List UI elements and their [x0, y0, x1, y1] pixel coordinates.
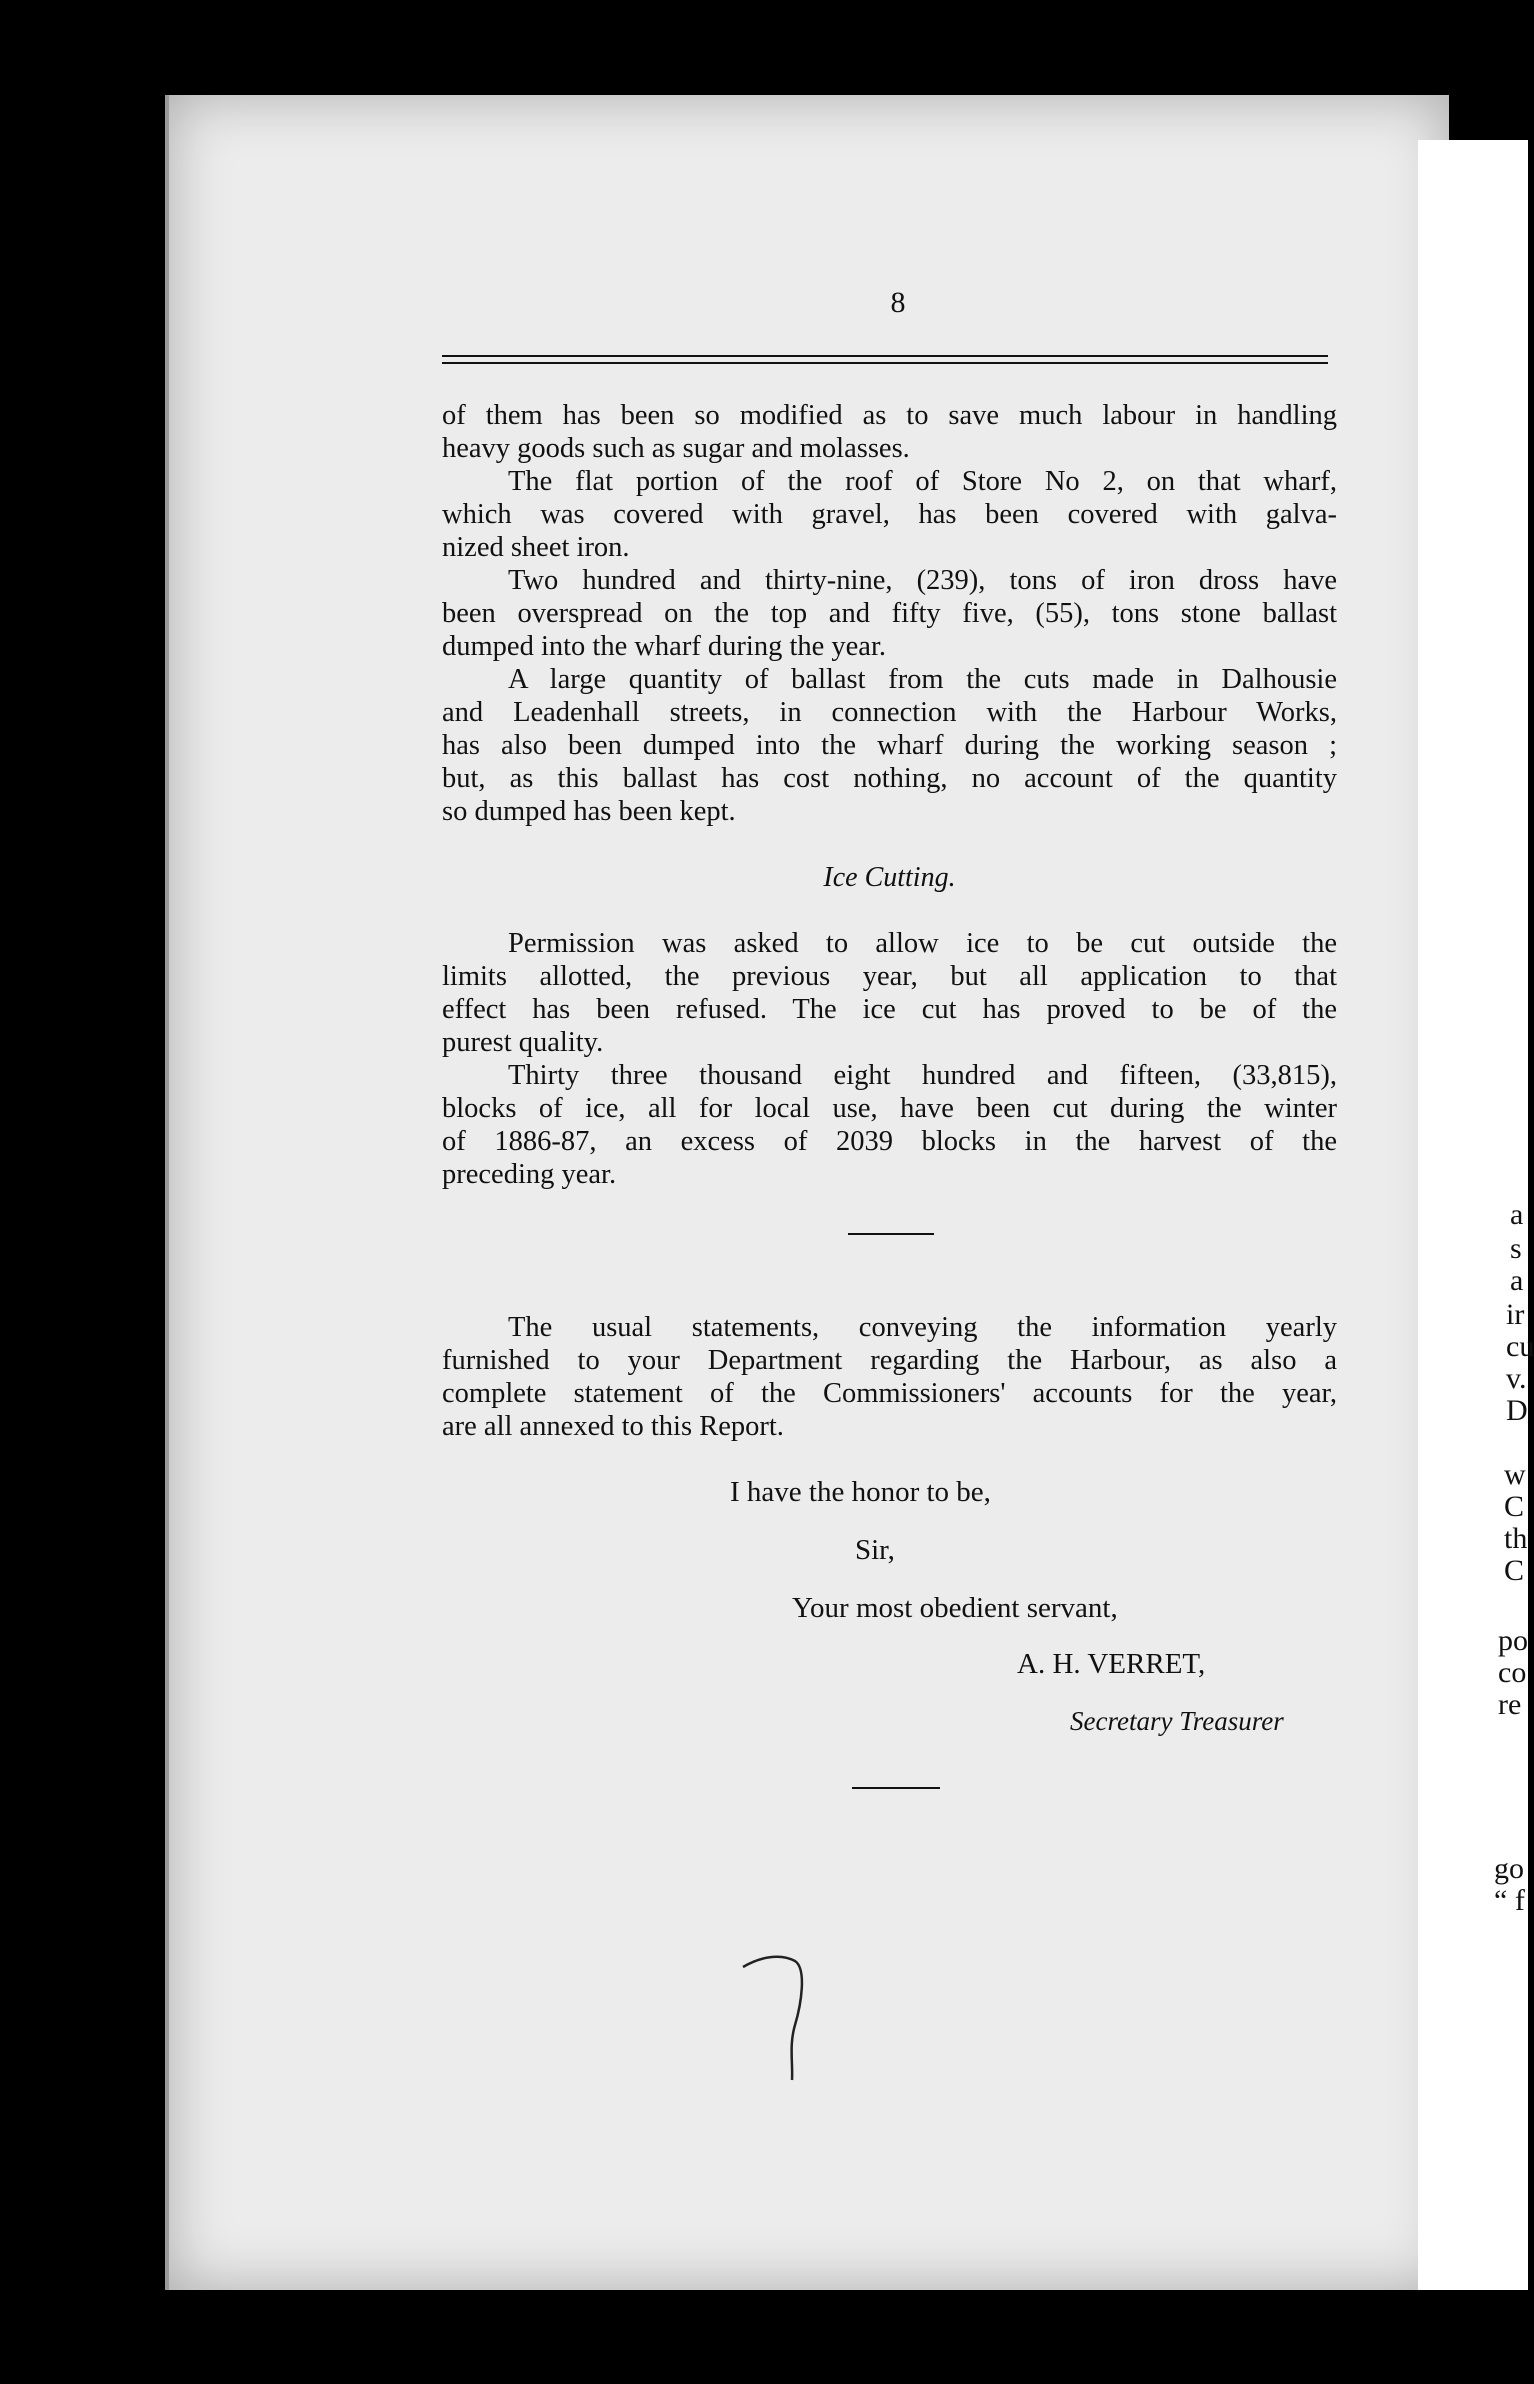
- paragraph-store-roof: [442, 465, 1337, 564]
- section-divider: [848, 1233, 934, 1235]
- text-line: heavy goods such as sugar and molasses.: [442, 433, 910, 464]
- text-line: Thirty three thousand eight hundred and fifteen, (33,815),: [508, 1060, 1337, 1091]
- header-rule: [442, 355, 1328, 364]
- text-line: but, as this ballast has cost nothing, no account of the quantity: [442, 763, 1337, 794]
- text-line: dumped into the wharf during the year.: [442, 631, 887, 662]
- text-line: and Leadenhall streets, in connection with the Harbour Works,: [442, 697, 1337, 728]
- paragraph-ice-permission: [442, 927, 1337, 1059]
- salutation-sir: Sir,: [855, 1534, 895, 1566]
- text-line: furnished to your Department regarding the Harbour, as also a: [442, 1345, 1337, 1376]
- fragment-text: th: [1504, 1522, 1528, 1555]
- fragment-text: a: [1510, 1264, 1524, 1297]
- text-line: Permission was asked to allow ice to be cut outside the: [508, 928, 1337, 959]
- text-line: The usual statements, conveying the information yearly: [508, 1312, 1337, 1343]
- text-line: of 1886-87, an excess of 2039 blocks in the harvest of the: [442, 1126, 1337, 1157]
- signatory-title: Secretary Treasurer: [1070, 1706, 1284, 1736]
- pencil-mark: [735, 1945, 825, 2085]
- text-line: so dumped has been kept.: [442, 796, 736, 827]
- section-heading-ice-cutting: Ice Cutting.: [823, 862, 956, 893]
- fragment-text: go: [1494, 1852, 1524, 1885]
- paragraph-ballast: [442, 663, 1337, 828]
- fragment-text: C: [1504, 1490, 1525, 1523]
- paragraph-iron-dross: [442, 564, 1337, 663]
- text-line: been overspread on the top and fifty five, (55), tons stone ballast: [442, 598, 1337, 629]
- paragraph-ice-blocks: [442, 1059, 1337, 1191]
- text-line: purest quality.: [442, 1027, 604, 1058]
- paragraph-statements: [442, 1311, 1337, 1443]
- text-line: effect has been refused. The ice cut has proved to be of the: [442, 994, 1337, 1025]
- paragraph-wharf-modification: [442, 399, 1337, 465]
- fragment-text: “ f: [1494, 1884, 1525, 1917]
- text-line: complete statement of the Commissioners' accounts for the year,: [442, 1378, 1337, 1409]
- signature-name: A. H. VERRET,: [1017, 1648, 1206, 1680]
- text-line: Two hundred and thirty-nine, (239), tons of iron dross have: [508, 565, 1337, 596]
- page-number: 8: [890, 286, 906, 319]
- closing-divider: [852, 1787, 940, 1789]
- text-line: has also been dumped into the wharf during the working season ;: [442, 730, 1337, 761]
- fragment-text: v.: [1506, 1362, 1527, 1395]
- fragment-text: cu: [1506, 1330, 1534, 1363]
- text-line: The flat portion of the roof of Store No 2, on that wharf,: [508, 466, 1337, 497]
- text-line: of them has been so modified as to save much labour in handling: [442, 400, 1337, 431]
- fragment-text: a: [1510, 1198, 1524, 1231]
- fragment-text: w: [1504, 1458, 1526, 1491]
- text-line: A large quantity of ballast from the cuts made in Dalhousie: [508, 664, 1337, 695]
- fragment-text: C: [1504, 1554, 1525, 1587]
- text-line: are all annexed to this Report.: [442, 1411, 784, 1442]
- text-line: nized sheet iron.: [442, 532, 630, 563]
- fragment-text: po: [1498, 1624, 1528, 1657]
- text-line: preceding year.: [442, 1159, 617, 1190]
- text-line: which was covered with gravel, has been covered with galva-: [442, 499, 1337, 530]
- fragment-text: D: [1506, 1394, 1528, 1427]
- fragment-text: co: [1498, 1656, 1527, 1689]
- fragment-text: re: [1498, 1688, 1522, 1721]
- closing-servant: Your most obedient servant,: [792, 1592, 1118, 1624]
- text-line: limits allotted, the previous year, but all application to that: [442, 961, 1337, 992]
- closing-line: I have the honor to be,: [730, 1476, 991, 1508]
- text-line: blocks of ice, all for local use, have been cut during the winter: [442, 1093, 1337, 1124]
- fragment-text: ir: [1506, 1298, 1525, 1331]
- fragment-text: s: [1510, 1232, 1522, 1265]
